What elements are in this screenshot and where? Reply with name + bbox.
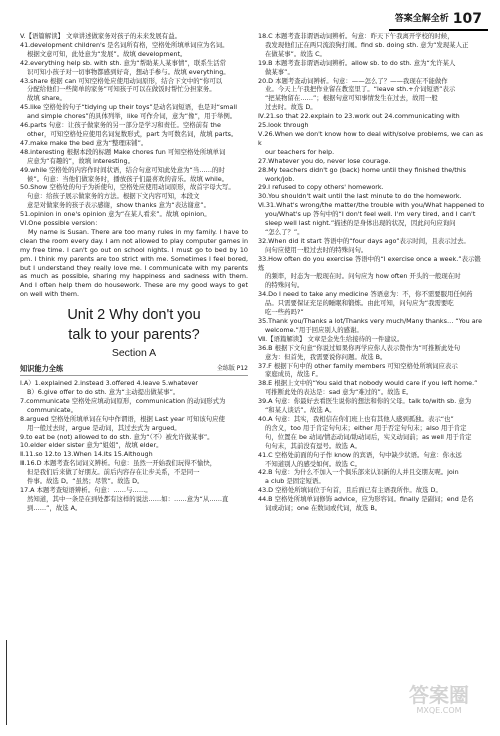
answer-line: 件事。故选 D。“虽然；尽管”。故选 D。 <box>27 477 144 486</box>
right-column <box>258 32 486 513</box>
answer-line: 46.parts 句意：让孩子做家务的另一部分是学习和责任。空格前有 the <box>20 121 221 130</box>
answer-line: 做某事”。 <box>265 67 294 76</box>
answer-line: 28.My teachers didn't go (back) home until they finished the/this <box>258 165 466 174</box>
left-column <box>20 32 248 513</box>
answer-line: 39.A 句意：你最好去看医生说你的想法和你的父母。talk to/with sb. 意为 <box>258 397 472 406</box>
answer-line: 29.I refused to copy others' homework. <box>258 183 384 192</box>
answer-line: 可推断此处的表达是：sad 意为“难过的”。故选 E。 <box>265 388 413 397</box>
answer-line: 故填 share。 <box>27 94 66 103</box>
answer-line: 分配给他们一些简单的家务”可知孩子可以在做饭时帮忙分担家务。 <box>27 85 216 94</box>
header-title: 答案全解全析 <box>394 13 449 24</box>
answer-line: 的频率，时态为一般现在时。问句应为 how often 开头的一般现在时 <box>265 272 461 281</box>
unit-title-line2: talk to your parents? <box>68 327 200 344</box>
answer-line: 42.B 句意：为什么不加入一个俱乐部来认识新的人并且交朋友呢。join <box>258 468 459 477</box>
watermark-text: 答案圈 <box>409 683 469 707</box>
answer-line: Ⅴ.26.When we don't know how to deal with/solve problems, we can ask <box>258 129 483 147</box>
answer-line: 吃一些药吗?” <box>265 308 304 317</box>
answer-line: 在做某事”。故选 C。 <box>265 49 326 58</box>
section-bar-label: 知识能力全练 <box>20 364 64 374</box>
answer-line: 9.to eat be (not) allowed to do sth. 意为“（不）被允许做某事”。 <box>20 432 214 441</box>
answer-line: 问句应使用一般过去时的特殊问句。 <box>265 245 368 254</box>
answer-line: 41.development children's 是名词所有格，空格处所填单词应为名词。 <box>20 40 229 49</box>
answer-line: 句句末，其前没有逗号。故选 A。 <box>265 441 361 450</box>
answer-line: 35.Thank you/Thanks a lot/Thanks very much/Many thanks… “You are <box>258 317 483 325</box>
answer-line: 8.argued 空格处所填单词在句中作谓语，根据 Last year 可知该句应使 <box>20 414 225 423</box>
watermark-url: MXQE.COM <box>416 706 462 715</box>
answer-line: 41.C 空格处前面的句子作 know 的宾语，句中缺少状语。句意：你永远 <box>258 450 462 459</box>
left-answers-block-2 <box>20 379 248 513</box>
answer-line: 37.F 根据下句中的 other family members 可知空格处所填词应表示 <box>258 361 458 370</box>
answer-line: 应意为“有趣的”，故填 interesting。 <box>27 156 134 165</box>
essay-paragraph: My name is Susan. There are too many rules in my family. I have to clean the room every day. I am not allowed to play computer games in my free time. I can't go out on school nights. I must go to bed by 10 pm. I think my parents are too strict with me. Sometimes I feel bored, but I understand they really love me. I communicate with my parents as much as possible, sharing my happiness and sadness with them. And I often help them do housework. These are my good ways to get on well with them. <box>20 227 248 299</box>
answer-line: 7.communicate 空格处应填动词原形，communication 的动词形式为 <box>20 396 226 405</box>
answer-line: 的含义，too 用于肯定句句末；either 用于否定句句末；also 用于肯定 <box>265 423 467 432</box>
answer-line: B）6.give offer to do sth. 意为“主动提出做某事”。 <box>27 388 180 396</box>
answer-line: 25.look through <box>258 121 309 130</box>
answer-line: “怎么了？”。 <box>265 227 304 236</box>
answer-line: 过去时。故选 D。 <box>265 103 317 112</box>
answer-line: 20.D 本题考查动词辨析。句意：——怎么了？——我现在不能做作 <box>258 76 448 85</box>
right-answers-block <box>258 32 486 513</box>
answer-line: 40.A 句意：其实，我相信在你们班上也有其他人感到孤独。表示“也” <box>258 414 454 423</box>
answer-line: V.【语篇解读】 文章讲述做家务对孩子的未来发展有益。 <box>20 32 181 40</box>
answer-line: 19.B 本题考查非谓语动词辨析。allow sb. to do sth. 意为“允许某人 <box>258 58 456 67</box>
answer-line: 但是我们后来做了好朋友。前后内容存在让步关系，不是同一 <box>27 468 200 477</box>
answer-line: 识可知小孩子对一切事物都感到好奇，想动手参与。故填 everything。 <box>27 67 230 76</box>
answer-line: 49.while 空格处的内容作时间状语，结合句意可知此处意为“当……的时 <box>20 165 225 174</box>
answer-line: 43.share 根据 can 可知空格处应使用动词原形，结合下文中的“你可以 <box>20 76 223 85</box>
answer-line: 36.B 根据下文句意“你说过如果你再学应你人表示赞作为”可推断此处句 <box>258 343 461 352</box>
answer-line: 词或动词；one 在数词或代词，故选 B。 <box>265 504 382 513</box>
page-header <box>395 10 482 28</box>
unit-title-line1: Unit 2 Why don't you <box>67 307 201 324</box>
answer-line: 27.Whatever you do, never lose courage. <box>258 156 391 165</box>
section-bar-ref: 全练版 P12 <box>216 365 248 373</box>
answer-line: our teachers for help. <box>265 147 335 156</box>
answer-line: 50.Show 空格处的句子为祈使句，空格处应使用动词原形，故首字母大写。 <box>20 183 235 192</box>
answer-line: a club 是固定短语。 <box>265 477 325 486</box>
answer-line: 32.When did it start 答语中的“four days ago”表示时间，且表示过去。 <box>258 236 470 245</box>
answer-line: 候”。句意：当他们做家务时，播放孩子们最喜欢的音乐。故填 while。 <box>27 174 229 183</box>
watermark-logo <box>396 684 482 726</box>
answer-line: 然知道，其中一条是在到处都有这样的说法……如：……意为“从……直 <box>27 494 229 503</box>
answer-line: other，可知空格处应使用名词复数形式，part 为可数名词，故填 parts。 <box>27 129 238 138</box>
answer-line: 44.B 空格处所填单词修饰 advice，应为形容词。finally 是副词；end 是名 <box>258 495 474 504</box>
answer-line: communicate。 <box>27 405 78 414</box>
answer-line: 10.elder elder sister 意为“姐姐”，故填 elder。 <box>20 441 163 450</box>
left-answers-block <box>20 32 248 228</box>
page-number: 107 <box>452 10 482 27</box>
answer-line: 18.C 本题考查非谓语动词辨析。句意：昨天下午我离开学校的时候， <box>258 32 454 40</box>
answer-line: sleep well last night.”描述的是身体出现的状况，因此问句应询问 <box>265 219 456 228</box>
answer-line: and simple chores”的具体列举，like 可作介词，意为“像”，用于举例。 <box>27 112 237 121</box>
margin-rule <box>6 640 7 725</box>
answer-line: “和某人谈话”。故选 A。 <box>265 406 336 415</box>
answer-line: 51.opinion in one's opinion 意为“在某人看来”。故填 opinion。 <box>20 210 211 219</box>
answer-line: 45.like 空格处的句子“tidying up their toys”是动名词短语，也是对“small <box>20 103 237 112</box>
header-rule <box>389 29 488 31</box>
answer-line: 不知道别人的感受如何。故选 C。 <box>265 459 361 468</box>
answer-line: Ⅲ.16.D 本题考查名词词义辨析。句意：虽然一开始我们玩得不愉快， <box>20 459 217 468</box>
answer-line: work/job. <box>265 174 295 183</box>
answer-line: Ⅰ.A）1.explained 2.instead 3.offered 4.leave 5.whatever <box>20 379 199 388</box>
answer-line: 30.You shouldn't wait until the last minute to do the homework. <box>258 192 462 201</box>
answer-line: 家庭成员，故选 F。 <box>265 370 322 379</box>
section-bar <box>20 365 248 376</box>
answer-line: 我发现他们正在两只流浪狗打闹。find sb. doing sth. 意为“发现某人正 <box>265 40 469 49</box>
answer-line: 42.everything help sb. with sth. 意为“帮助某人某事情”，联系生活常 <box>20 58 227 67</box>
answer-line: 用一般过去时，argue 是动词，其过去式为 argued。 <box>27 423 181 432</box>
answer-line: Ⅳ.21.so that 22.explain to 23.work out 24.communicating with <box>258 112 460 121</box>
answer-line: you/What's up 答句中的“I don't feel well. I'm very tired, and I can't <box>265 210 476 219</box>
answer-line: Ⅵ.31.What's wrong/the matter/the trouble with you/What happened to <box>258 201 485 210</box>
section-title: Section A <box>111 347 157 360</box>
sample-essay <box>20 228 248 299</box>
answer-line: Ⅱ.11.so 12.to 13.When 14.Its 15.Although <box>20 450 153 459</box>
answer-line: 33.How often do you exercise 答语中的“I exercise once a week.”表示锻炼 <box>258 254 481 272</box>
unit-heading <box>20 305 248 361</box>
answer-line: 根据文意可知，此处意为“发展”。故填 development。 <box>27 49 187 58</box>
answer-line: “把某物留在……”；根据句意可知事情发生在过去，故用一般 <box>265 94 438 103</box>
answer-line: 句意：给孩子展示做家务的方法。根据下文内容可知，本段文 <box>27 192 200 201</box>
answer-line: 34.Do I need to take any medicine 答语意为：不，你不需要服用任何药 <box>258 290 473 299</box>
answer-line: welcome.”用于回应别人的感谢。 <box>265 325 363 334</box>
answer-line: 意是对做家务的孩子表示感谢，show thanks 意为“表达谢意”。 <box>27 201 210 210</box>
answer-line: 48.interesting 根据本段的标题 Make chores fun 可知空格处所填单词 <box>20 147 226 156</box>
answer-line: 业。今天上午我把作业留在教室里了。“leave sth.+介词短语”表示 <box>265 85 456 94</box>
answer-line: 17.A 本题考查短语辨析。句意：……与……。 <box>20 485 152 494</box>
answer-line: 43.D 空格处所填词位于句首，且后面已有主语我所作。故选 D。 <box>258 486 442 495</box>
answer-line: 意为：但首先，我需要说你问题。故选 B。 <box>265 352 387 361</box>
answer-line: 47.make make the bed 意为“整理床铺”。 <box>20 138 148 147</box>
answer-line: VI.One possible version： <box>20 219 102 228</box>
answer-line: 句，位置在 be 动词/情态动词/助动词后，实义动词前；as well 用于肯定 <box>265 432 472 441</box>
answer-line: Ⅶ.【语篇解读】 文章是金先生给接待的一件建议。 <box>258 334 404 343</box>
answer-line: 的特殊问句。 <box>265 281 304 290</box>
answer-line: 到……”，故选 A。 <box>27 503 82 512</box>
answer-line: 品。只需要保证充足的睡眠和锻炼。由此可知，问句应为“我需要吃 <box>265 299 454 308</box>
answer-line: 38.E 根据上文中的“You said that nobody would care if you left home.” <box>258 379 478 388</box>
